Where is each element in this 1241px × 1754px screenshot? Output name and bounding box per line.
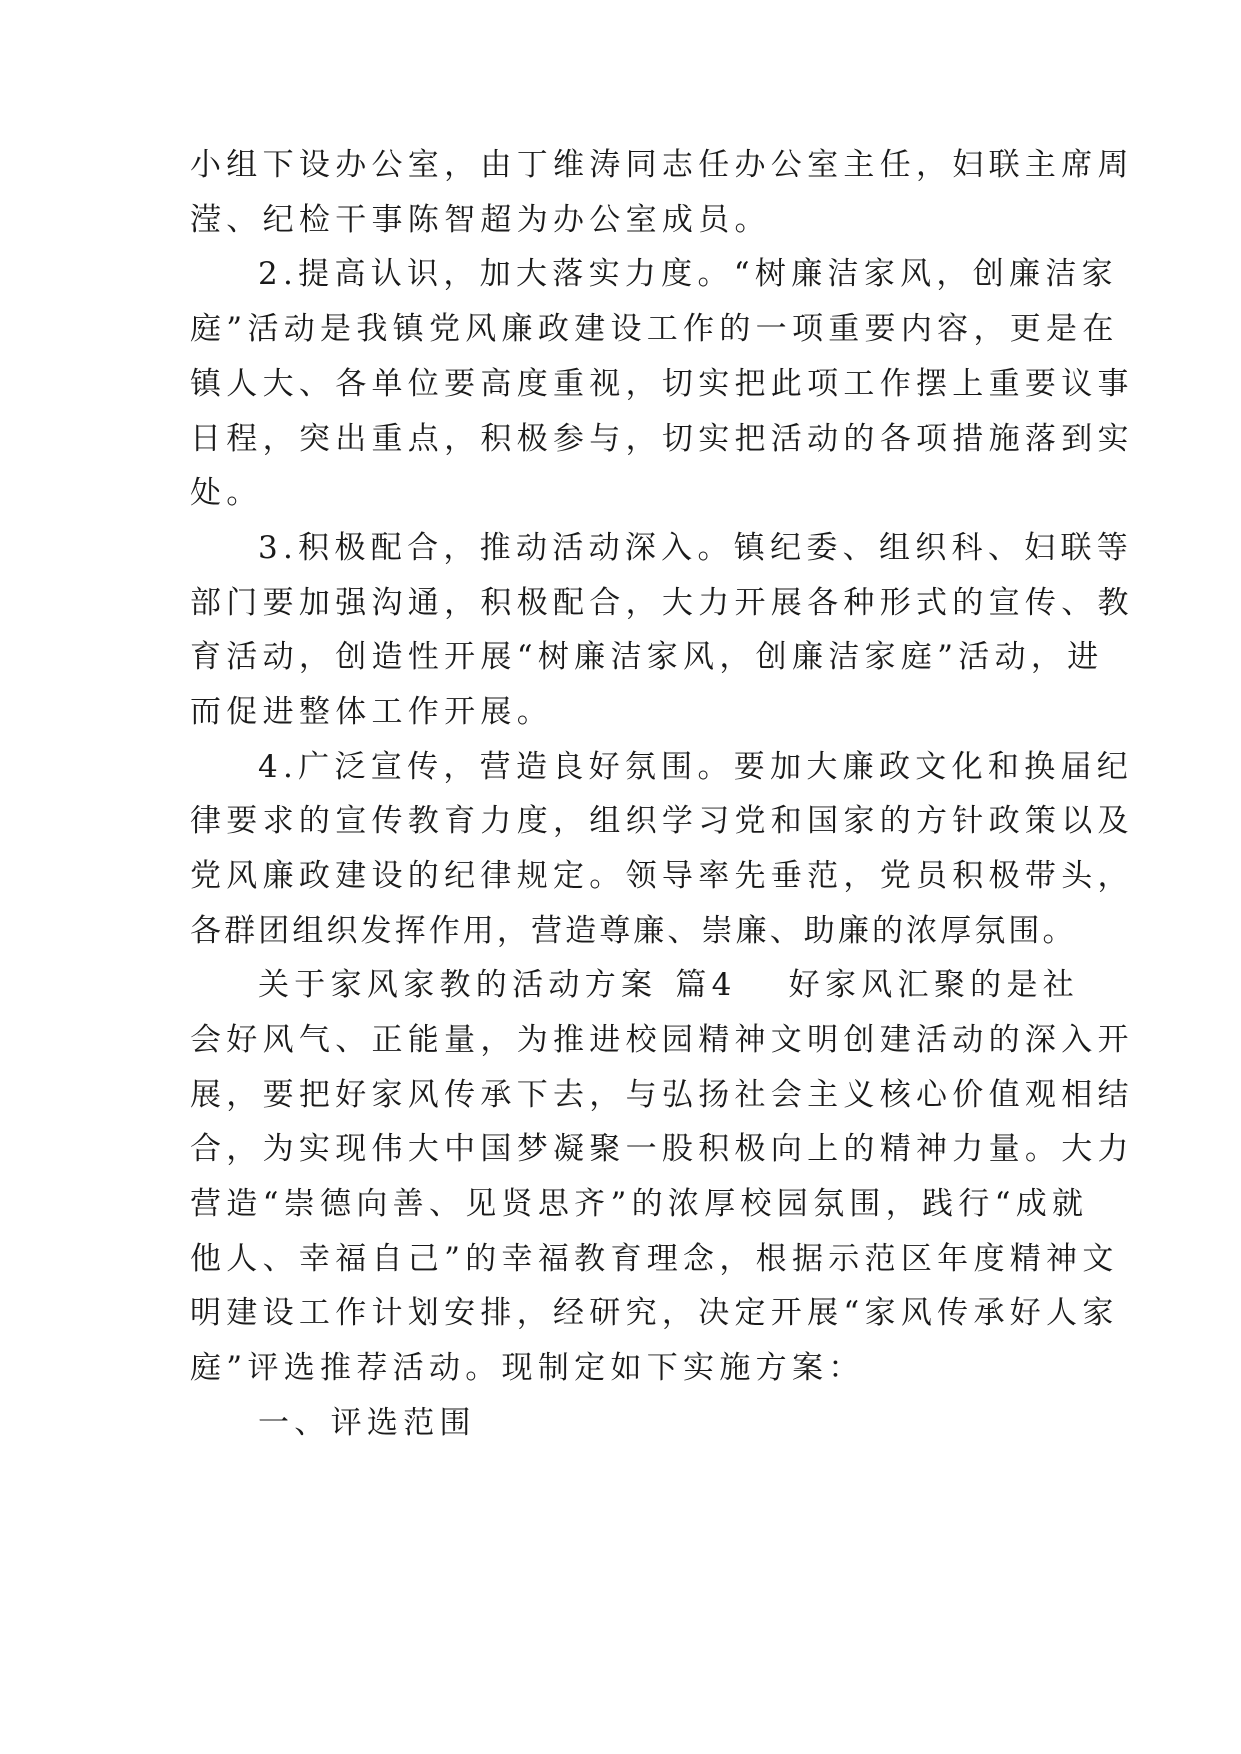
text-line: 镇人大、各单位要高度重视，切实把此项工作摆上重要议事 [190,366,1134,402]
text-line: 展，要把好家风传承下去，与弘扬社会主义核心价值观相结 [190,1077,1134,1113]
text-line: 小组下设办公室，由丁维涛同志任办公室主任，妇联主席周 [190,147,1134,183]
text-line: 会好风气、正能量，为推进校园精神文明创建活动的深入开 [190,1022,1134,1058]
text-line: 育活动，创造性开展“树廉洁家风，创廉洁家庭”活动，进 [190,639,1104,675]
section-heading-line [258,965,1138,1005]
text-line: 庭”活动是我镇党风廉政建设工作的一项重要内容，更是在 [190,311,1119,347]
text-line: 庭”评选推荐活动。现制定如下实施方案： [190,1350,865,1386]
section-continuation-text: 好家风汇聚的是社 [788,967,1080,1003]
text-line: 滢、纪检干事陈智超为办公室成员。 [190,202,771,238]
text-line: 营造“崇德向善、见贤思齐”的浓厚校园氛围，践行“成就 [190,1186,1089,1222]
paragraph-4-first-line: 4.广泛宣传，营造良好氛围。要加大廉政文化和换届纪 [258,749,1134,785]
section-part-label: 篇4 [675,967,737,1003]
text-line: 党风廉政建设的纪律规定。领导率先垂范，党员积极带头， [190,858,1134,894]
text-line: 各群团组织发挥作用，营造尊廉、崇廉、助廉的浓厚氛围。 [190,913,1077,949]
text-line: 处。 [190,475,263,511]
text-line: 部门要加强沟通，积极配合，大力开展各种形式的宣传、教 [190,585,1134,621]
text-line: 而促进整体工作开展。 [190,694,553,730]
section-title: 关于家风家教的活动方案 [258,967,658,1003]
text-line: 律要求的宣传教育力度，组织学习党和国家的方针政策以及 [190,803,1134,839]
subsection-heading: 一、评选范围 [258,1405,476,1441]
text-line: 合，为实现伟大中国梦凝聚一股积极向上的精神力量。大力 [190,1131,1134,1167]
paragraph-3-first-line: 3.积极配合，推动活动深入。镇纪委、组织科、妇联等 [258,530,1134,566]
text-line: 他人、幸福自己”的幸福教育理念，根据示范区年度精神文 [190,1241,1119,1277]
paragraph-2-first-line: 2.提高认识，加大落实力度。“树廉洁家风，创廉洁家 [258,256,1118,292]
text-line: 明建设工作计划安排，经研究，决定开展“家风传承好人家 [190,1295,1119,1331]
text-line: 日程，突出重点，积极参与，切实把活动的各项措施落到实 [190,421,1134,457]
